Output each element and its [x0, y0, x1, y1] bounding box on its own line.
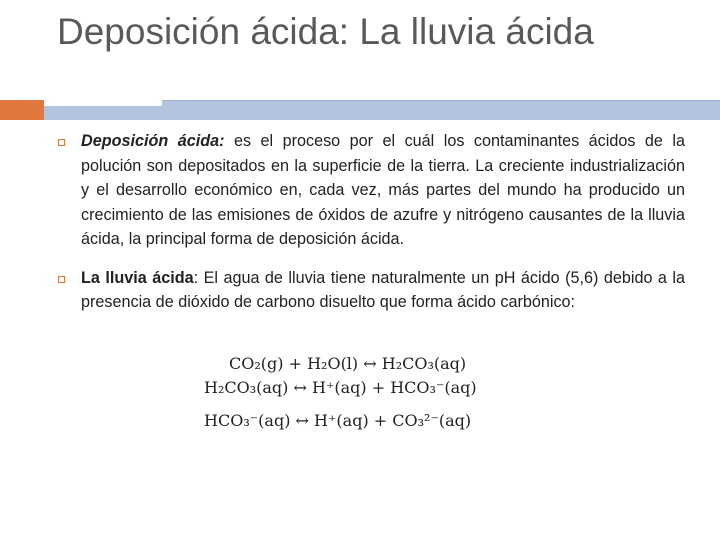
slide-title: Deposición ácida: La lluvia ácida	[57, 11, 594, 52]
equation-1: CO₂(g) + H₂O(l) ↔ H₂CO₃(aq)	[229, 354, 467, 373]
bullet-text: : El agua de lluvia tiene naturalmente un pH ácido (5,6) debido a la presencia de dióxido de carbono disuelto que forma ácido carbónico:	[81, 268, 685, 311]
square-bullet-icon	[58, 276, 65, 283]
bullet-term: Deposición ácida:	[81, 132, 225, 150]
title-rule-accent	[0, 100, 44, 120]
bullet-term: La lluvia ácida	[81, 268, 194, 287]
bullet-list	[55, 129, 685, 315]
equation-2: H₂CO₃(aq) ↔ H⁺(aq) + HCO₃⁻(aq)	[204, 378, 477, 397]
square-bullet-icon	[58, 139, 65, 146]
title-overlap-mask	[44, 100, 162, 106]
equation-3: HCO₃⁻(aq) ↔ H⁺(aq) + CO₃²⁻(aq)	[204, 411, 472, 430]
equation-block	[204, 352, 544, 433]
bullet-paragraph	[81, 266, 685, 315]
bullet-paragraph	[81, 129, 685, 252]
bullet-item-lluvia	[55, 266, 685, 315]
bullet-text: es el proceso por el cuál los contaminantes ácidos de la polución son depositados en la superficie de la tierra. La creciente industrialización y el desarrollo económico en, cada vez, más partes del mundo ha producido un crecimiento de las emisiones de óxidos de azufre y nitrógeno causantes de la lluvia ácida, la principal forma de deposición ácida.	[81, 132, 685, 248]
bullet-item-deposicion	[55, 129, 685, 252]
